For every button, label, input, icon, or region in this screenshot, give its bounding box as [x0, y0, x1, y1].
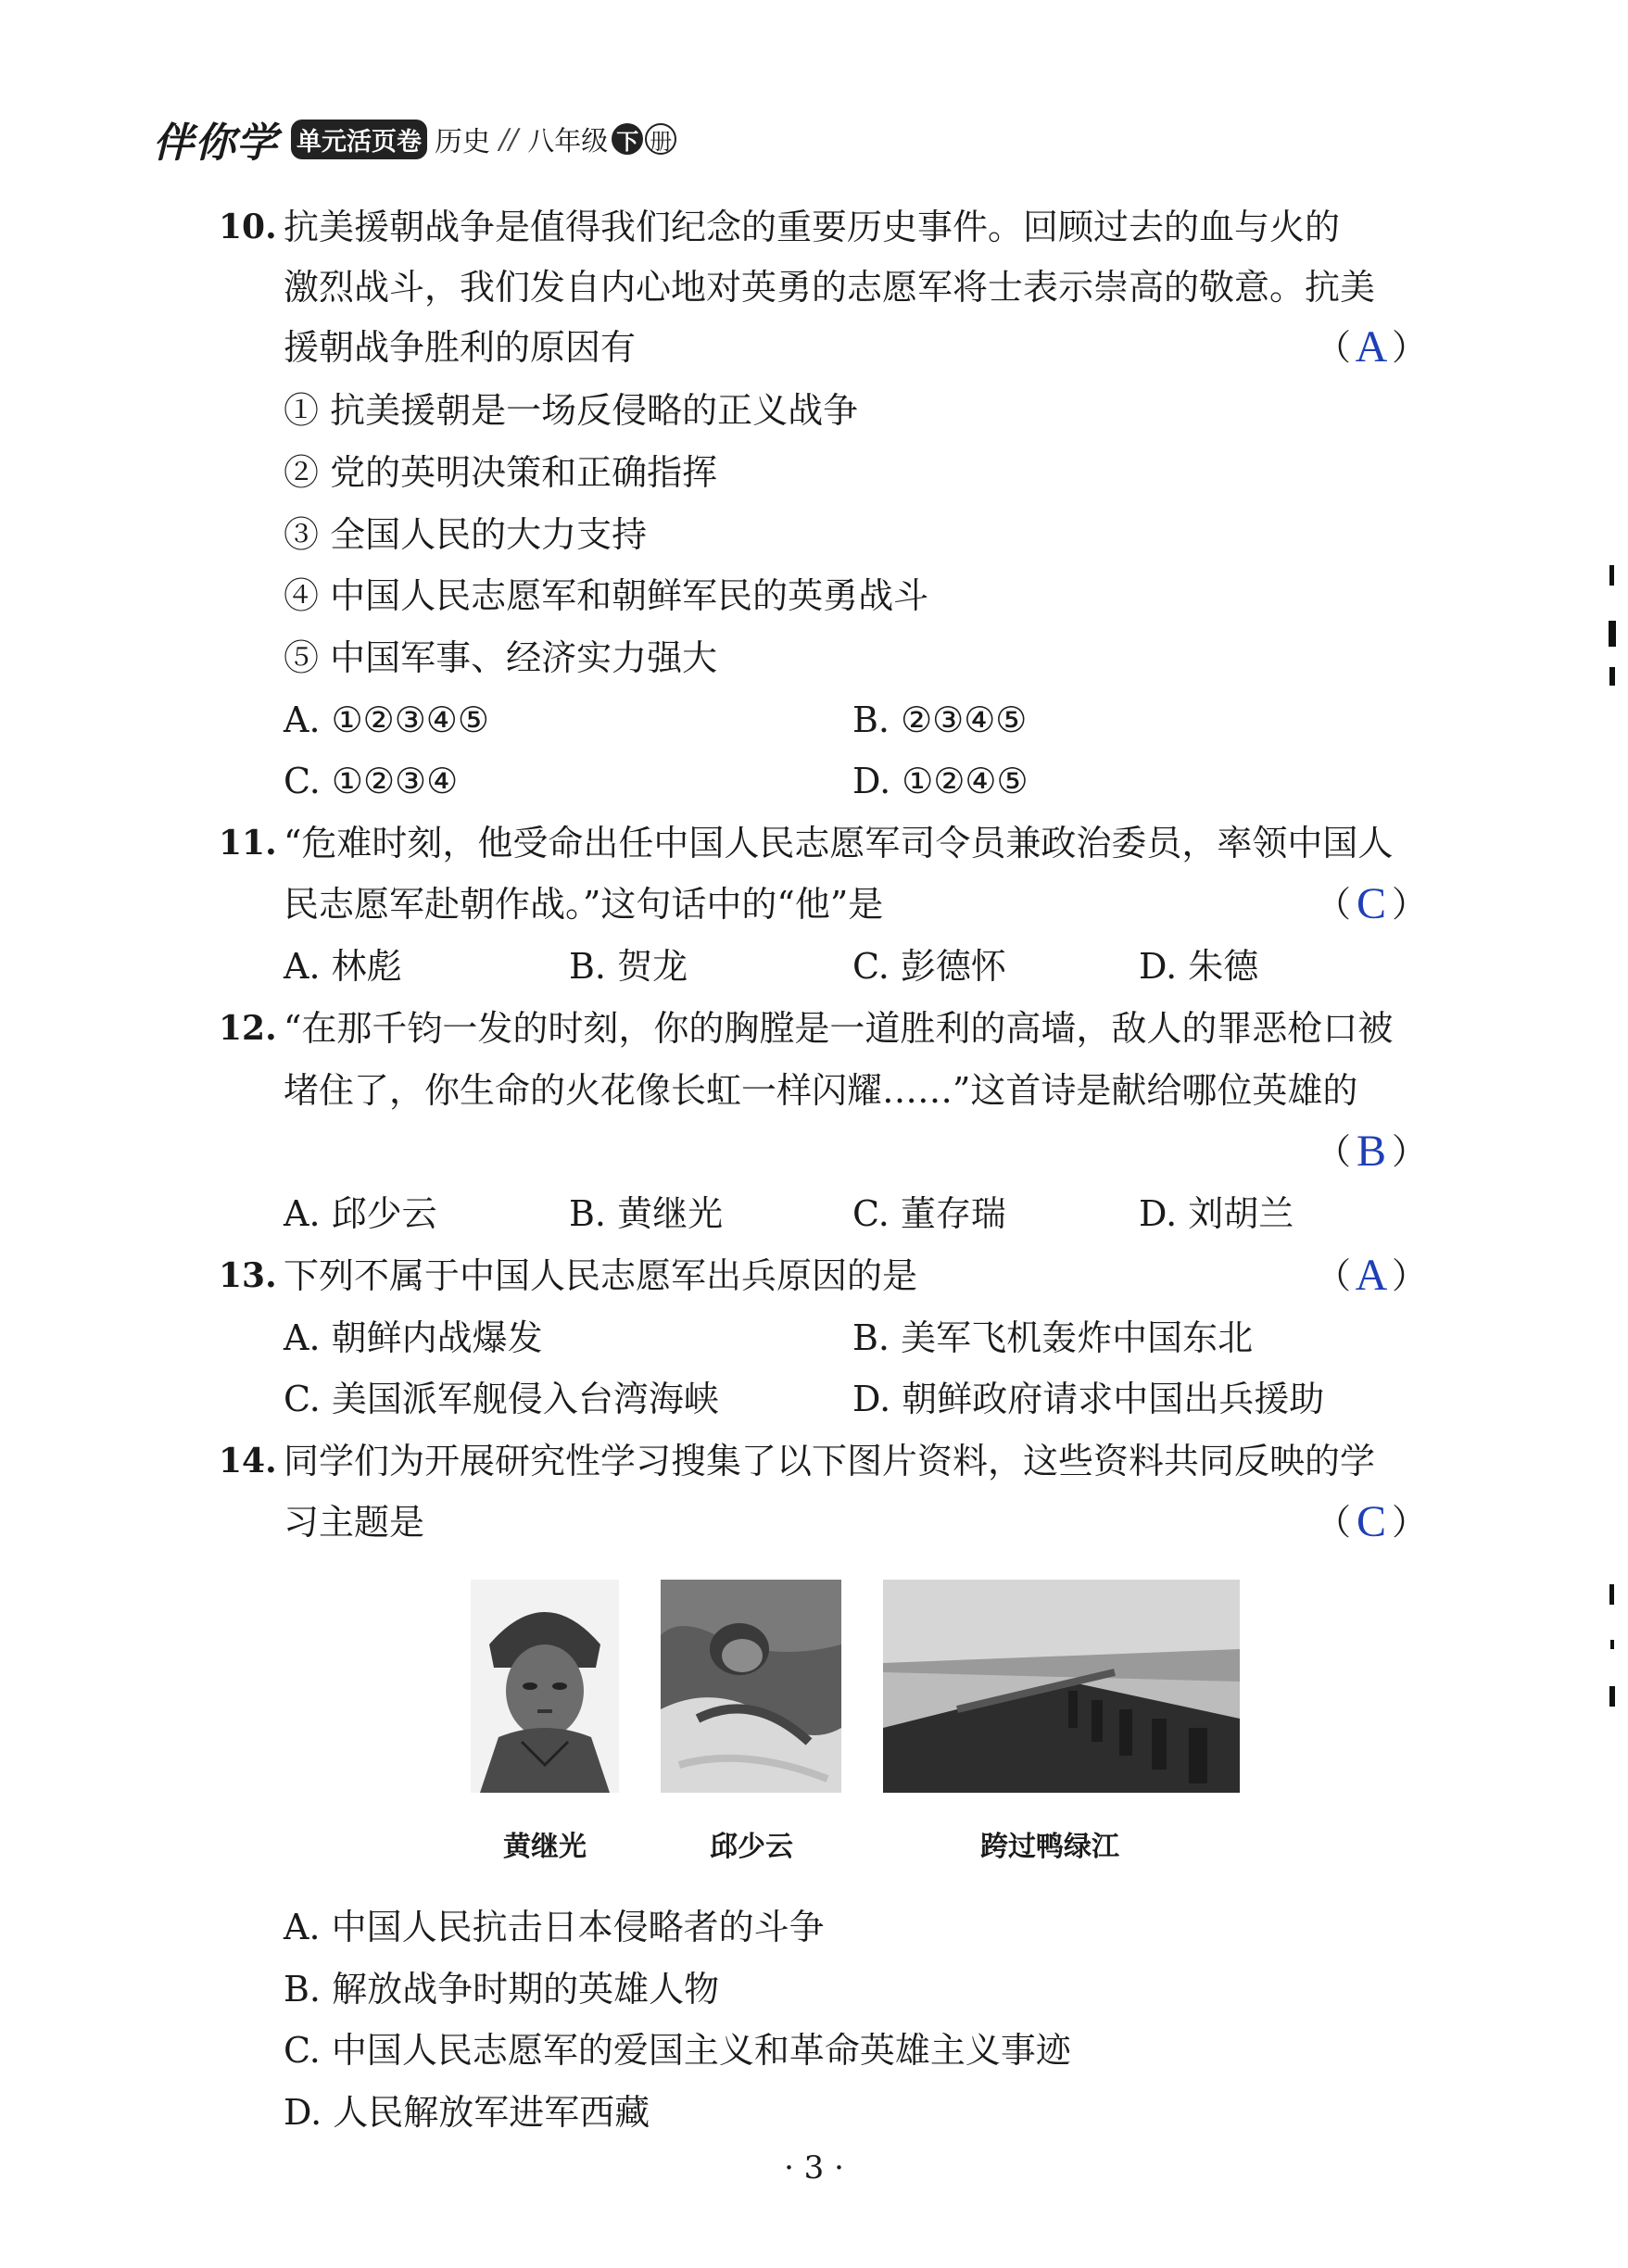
header-divider: // [499, 122, 519, 156]
bracket-open: （ [1316, 884, 1352, 925]
q12-number: 12. [219, 1009, 277, 1048]
q10-item-5: ⑤ 中国军事、经济实力强大 [284, 637, 718, 678]
binding-marks-bottom [1606, 1584, 1621, 1714]
volume-suffix: 册 [645, 123, 676, 155]
q11-stem-line-2: 民志愿军赴朝作战。”这句话中的“他”是 [284, 884, 884, 925]
photo-strip [471, 1580, 1240, 1793]
q13-stem-line-1: 下列不属于中国人民志愿军出兵原因的是 [284, 1255, 918, 1296]
q14-option-c: C. 中国人民志愿军的爱国主义和革命英雄主义事迹 [284, 2030, 1071, 2071]
q14-answer: C [1356, 1497, 1386, 1546]
q13-number: 13. [219, 1256, 277, 1295]
q12-answer-bracket [1316, 1128, 1427, 1175]
q10-stem-line-2: 激烈战斗，我们发自内心地对英勇的志愿军将士表示崇高的敬意。抗美 [284, 267, 1376, 308]
q10-item-3: ③ 全国人民的大力支持 [284, 514, 648, 555]
q14-option-d: D. 人民解放军进军西藏 [284, 2092, 650, 2133]
soldier-photo-2 [661, 1580, 841, 1793]
q14-number: 14. [219, 1442, 277, 1480]
page-number: · 3 · [784, 2149, 844, 2186]
q10-option-d: D. ①②④⑤ [852, 761, 1029, 801]
q13-option-a: A. 朝鲜内战爆发 [284, 1317, 543, 1358]
q13-option-b: B. 美军飞机轰炸中国东北 [852, 1317, 1254, 1358]
river-crossing-photo-3 [883, 1580, 1240, 1793]
q10-item-2: ② 党的英明决策和正确指挥 [284, 452, 718, 493]
q13-answer-bracket [1316, 1253, 1427, 1299]
caption-huang-jiguang: 黄继光 [503, 1831, 587, 1863]
bracket-close: ） [1391, 1255, 1427, 1296]
page-header [153, 109, 676, 169]
bracket-open: （ [1316, 1502, 1352, 1543]
volume-badge: 下 [612, 123, 643, 155]
bracket-open: （ [1316, 1131, 1352, 1172]
q12-answer: B [1356, 1127, 1386, 1176]
q11-number: 11. [219, 824, 277, 863]
q12-stem-line-1: “在那千钧一发的时刻，你的胸膛是一道胜利的高墙，敌人的罪恶枪口被 [284, 1008, 1394, 1049]
q13-answer: A [1355, 1251, 1388, 1300]
q13-option-c: C. 美国派军舰侵入台湾海峡 [284, 1379, 719, 1419]
q11-answer: C [1356, 879, 1386, 928]
q14-answer-bracket [1316, 1499, 1427, 1545]
q10-stem-line-3: 援朝战争胜利的原因有 [284, 327, 637, 368]
q11-option-b: B. 贺龙 [569, 946, 688, 987]
q11-answer-bracket [1316, 881, 1427, 927]
q12-option-a: A. 邱少云 [284, 1193, 437, 1234]
q10-option-a: A. ①②③④⑤ [284, 699, 489, 740]
bracket-close: ） [1391, 1131, 1427, 1172]
q10-stem-line-1: 抗美援朝战争是值得我们纪念的重要历史事件。回顾过去的血与火的 [284, 207, 1341, 247]
q12-option-c: C. 董存瑞 [852, 1193, 1006, 1234]
q11-option-d: D. 朱德 [1139, 946, 1259, 987]
bracket-open: （ [1316, 327, 1352, 368]
q10-item-4: ④ 中国人民志愿军和朝鲜军民的英勇战斗 [284, 575, 929, 616]
q12-option-d: D. 刘胡兰 [1139, 1193, 1294, 1234]
q12-stem-line-2: 堵住了，你生命的火花像长虹一样闪耀……”这首诗是献给哪位英雄的 [284, 1070, 1358, 1111]
q13-option-d: D. 朝鲜政府请求中国出兵援助 [852, 1379, 1325, 1419]
portrait-photo-1 [471, 1580, 619, 1793]
q10-number: 10. [219, 208, 277, 246]
bracket-close: ） [1391, 1502, 1427, 1543]
brand-title: 伴你学 [153, 120, 278, 167]
q10-option-b: B. ②③④⑤ [852, 699, 1028, 740]
binding-marks-top [1606, 565, 1621, 695]
subject-label: 历史 [435, 126, 490, 158]
q11-option-c: C. 彭德怀 [852, 946, 1006, 987]
q10-item-1: ① 抗美援朝是一场反侵略的正义战争 [284, 390, 859, 431]
q12-option-b: B. 黄继光 [569, 1193, 724, 1234]
q10-answer-bracket [1316, 324, 1427, 371]
q11-stem-line-1: “危难时刻，他受命出任中国人民志愿军司令员兼政治委员，率领中国人 [284, 823, 1394, 863]
q10-answer: A [1355, 322, 1388, 372]
q14-option-b: B. 解放战争时期的英雄人物 [284, 1969, 720, 2010]
q14-stem-line-2: 习主题是 [284, 1502, 425, 1543]
q14-stem-line-1: 同学们为开展研究性学习搜集了以下图片资料，这些资料共同反映的学 [284, 1441, 1376, 1481]
caption-yalu-crossing: 跨过鸭绿江 [980, 1831, 1119, 1863]
caption-qiu-shaoyun: 邱少云 [710, 1831, 793, 1863]
series-badge: 单元活页卷 [291, 120, 427, 159]
bracket-open: （ [1316, 1255, 1352, 1296]
q11-option-a: A. 林彪 [284, 946, 402, 987]
grade-label: 八年级 [527, 124, 609, 157]
q14-option-a: A. 中国人民抗击日本侵略者的斗争 [284, 1907, 825, 1947]
q10-option-c: C. ①②③④ [284, 761, 459, 801]
bracket-close: ） [1391, 884, 1427, 925]
bracket-close: ） [1391, 327, 1427, 368]
